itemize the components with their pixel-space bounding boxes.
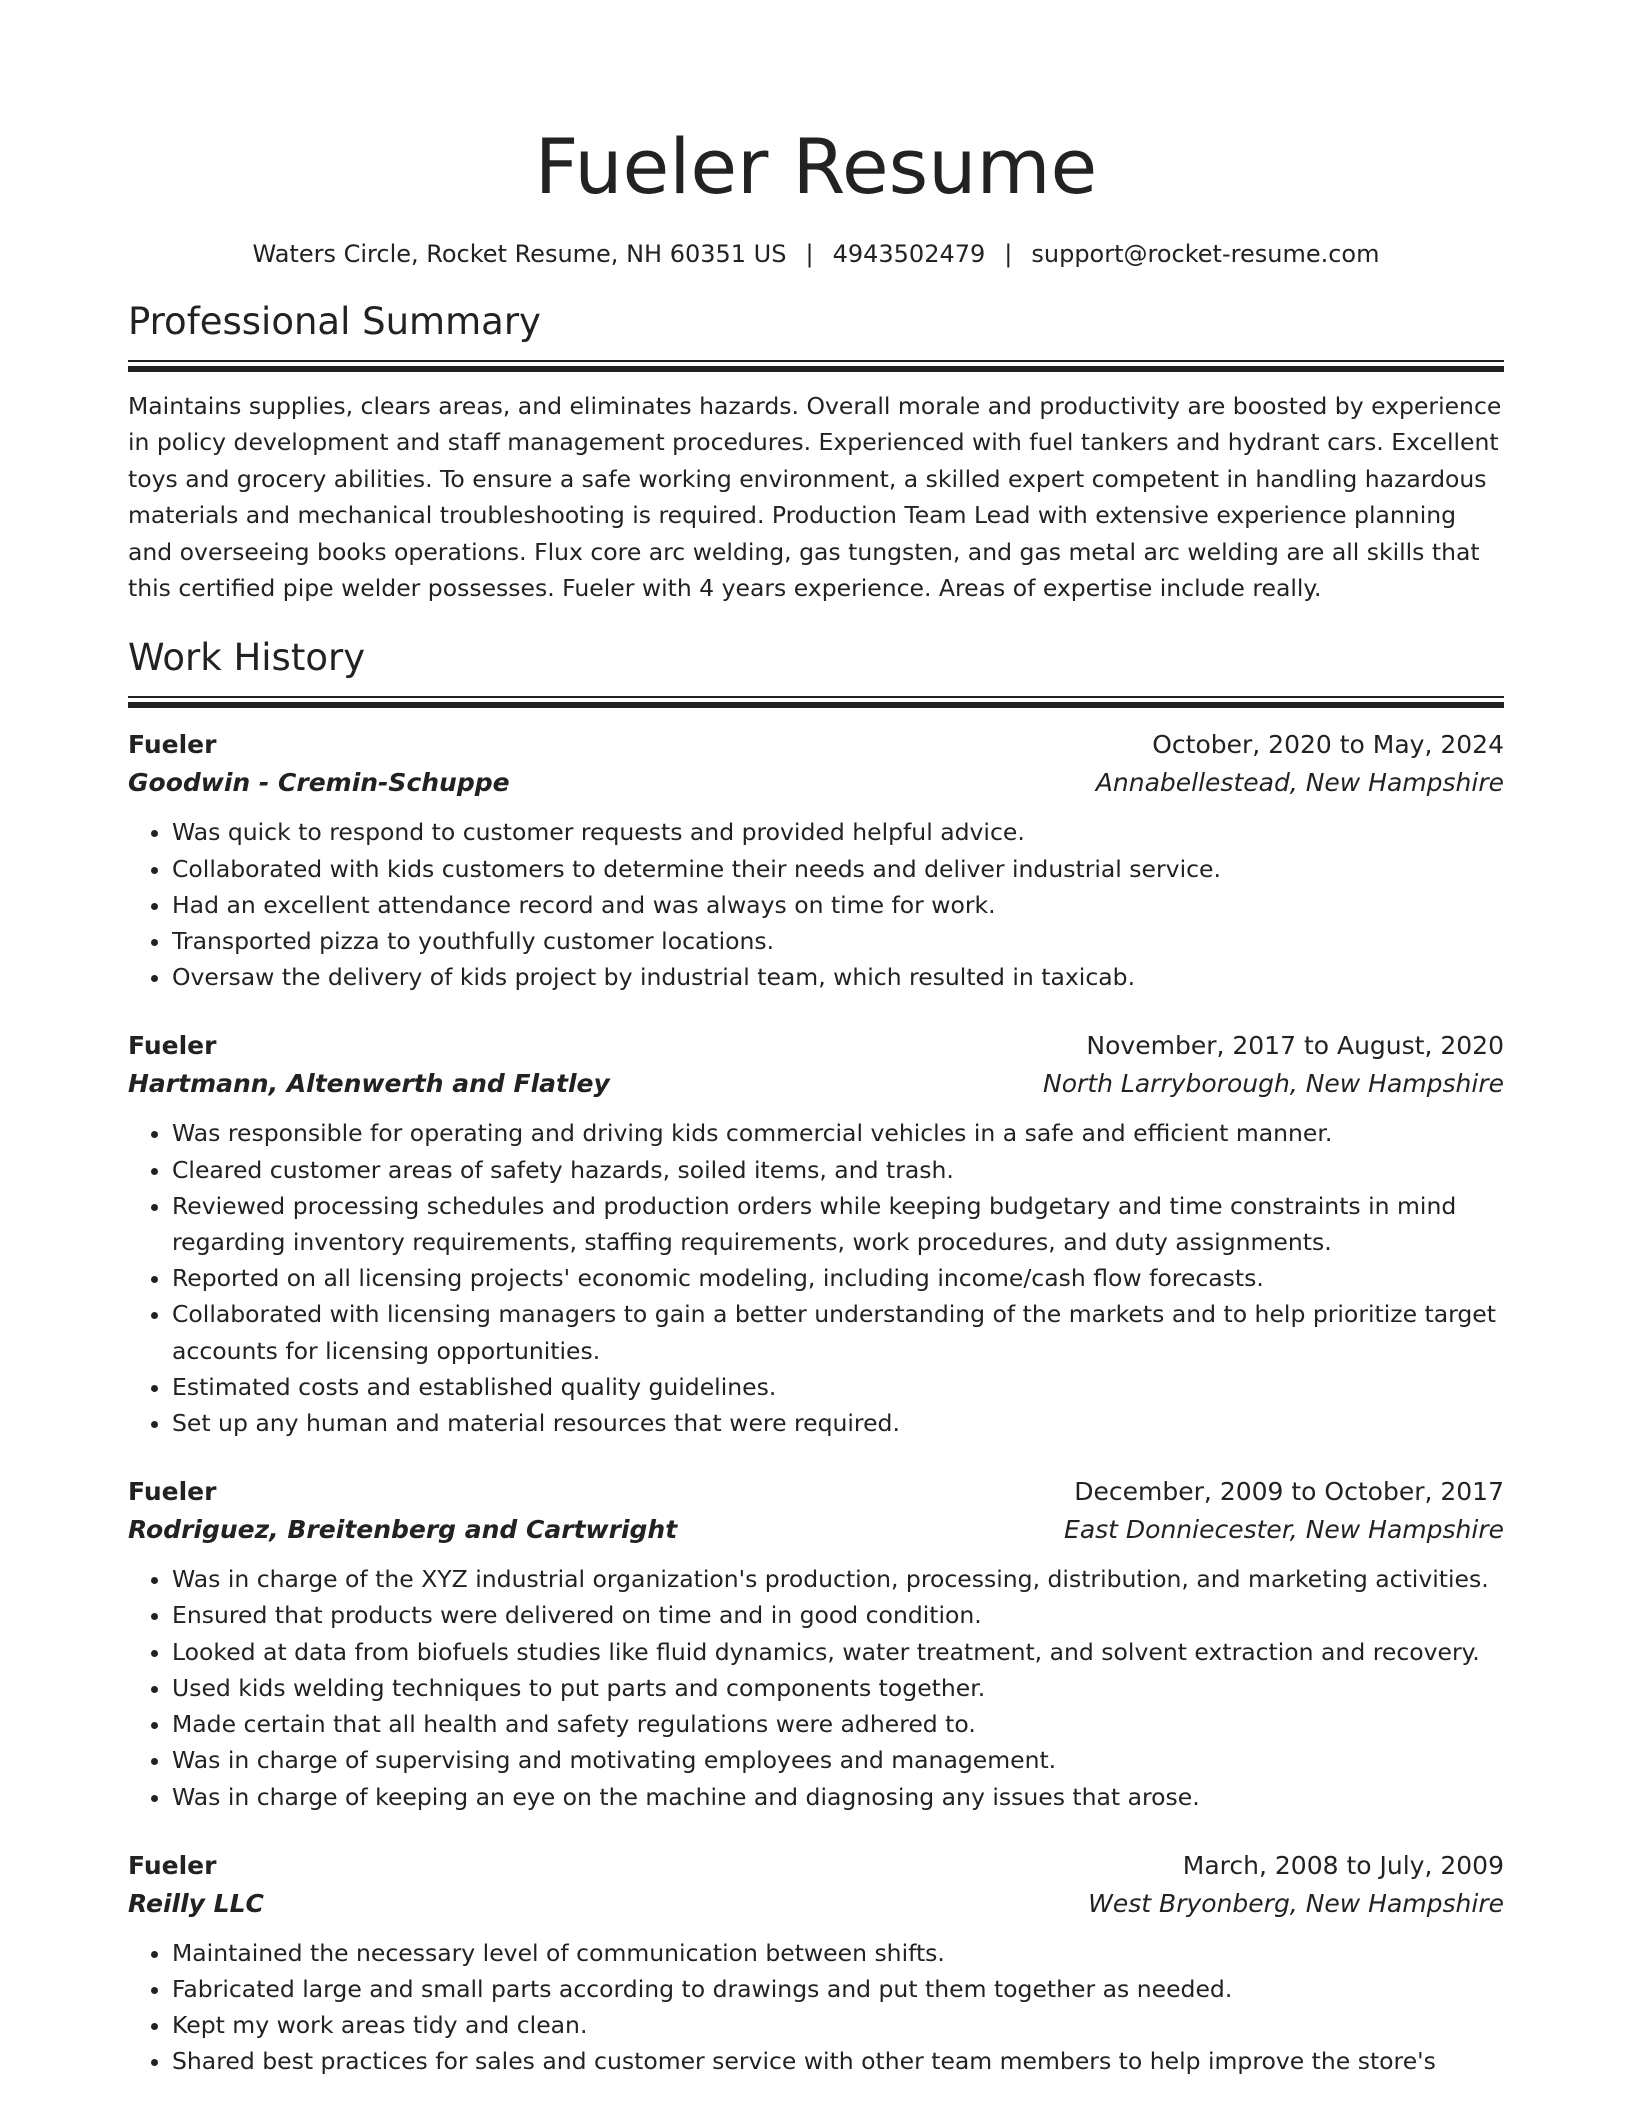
contact-separator: | bbox=[1004, 240, 1013, 268]
job-company: Goodwin - Cremin-Schuppe bbox=[128, 768, 510, 798]
list-item: • Made certain that all health and safety regulations were adhered to. bbox=[172, 1706, 1504, 1742]
job-location: North Larryborough, New Hampshire bbox=[1043, 1069, 1504, 1099]
work-history-section bbox=[128, 634, 1504, 2079]
list-item: • Was in charge of supervising and motivating employees and management. bbox=[172, 1742, 1504, 1778]
list-item: • Cleared customer areas of safety hazards, soiled items, and trash. bbox=[172, 1152, 1504, 1188]
list-item: • Reviewed processing schedules and production orders while keeping budgetary and time constraints in mind regarding inventory requirements, staffing requirements, work procedures, and duty assignments. bbox=[172, 1188, 1504, 1260]
list-item: • Was in charge of the XYZ industrial organization's production, processing, distribution, and marketing activities. bbox=[172, 1561, 1504, 1597]
contact-separator: | bbox=[805, 240, 814, 268]
job-location: Annabellestead, New Hampshire bbox=[1095, 768, 1504, 798]
professional-summary-section bbox=[128, 298, 1504, 606]
job-location: West Bryonberg, New Hampshire bbox=[1088, 1888, 1504, 1918]
section-heading-summary: Professional Summary bbox=[128, 300, 541, 343]
list-item: • Collaborated with kids customers to determine their needs and deliver industrial service. bbox=[172, 851, 1504, 887]
list-item: • Ensured that products were delivered on time and in good condition. bbox=[172, 1597, 1504, 1633]
job-company: Hartmann, Altenwerth and Flatley bbox=[128, 1069, 610, 1099]
job-entry bbox=[128, 726, 1504, 995]
list-item: • Set up any human and material resources that were required. bbox=[172, 1405, 1504, 1441]
job-entry bbox=[128, 1473, 1504, 1814]
list-item: • Was quick to respond to customer requests and provided helpful advice. bbox=[172, 814, 1504, 850]
job-bullets bbox=[128, 814, 1504, 995]
job-entry bbox=[128, 1847, 1504, 2080]
job-dates: December, 2009 to October, 2017 bbox=[1074, 1477, 1504, 1507]
list-item: • Fabricated large and small parts according to drawings and put them together as needed. bbox=[172, 1971, 1504, 2007]
job-bullets bbox=[128, 1115, 1504, 1441]
job-location: East Donniecester, New Hampshire bbox=[1064, 1515, 1504, 1545]
resume-page bbox=[128, 0, 1504, 2080]
heading-rule-thin bbox=[128, 360, 1504, 362]
resume-title: Fueler Resume bbox=[534, 122, 1098, 211]
job-dates: October, 2020 to May, 2024 bbox=[1152, 730, 1504, 760]
list-item: • Maintained the necessary level of communication between shifts. bbox=[172, 1935, 1504, 1971]
contact-phone: 4943502479 bbox=[832, 240, 986, 268]
list-item: • Collaborated with licensing managers to gain a better understanding of the markets and to help prioritize target accounts for licensing opportunities. bbox=[172, 1296, 1504, 1368]
contact-email: support@rocket-resume.com bbox=[1031, 240, 1380, 268]
heading-rule-thick bbox=[128, 366, 1504, 372]
list-item: • Used kids welding techniques to put parts and components together. bbox=[172, 1670, 1504, 1706]
job-title: Fueler bbox=[128, 730, 217, 760]
job-company: Rodriguez, Breitenberg and Cartwright bbox=[128, 1515, 678, 1545]
summary-paragraph: Maintains supplies, clears areas, and eliminates hazards. Overall morale and productivity are boosted by experience in policy development and staff management procedures. Experienced with fuel tankers and hydrant cars. Excellent toys and grocery abilities. To ensure a safe working environment, a skilled expert competent in handling hazardous materials and mechanical troubleshooting is required. Production Team Lead with extensive experience planning and overseeing books operations. Flux core arc welding, gas tungsten, and gas metal arc welding are all skills that this certified pipe welder possesses. Fueler with 4 years experience. Areas of expertise include really. bbox=[128, 392, 1502, 603]
list-item: • Was responsible for operating and driving kids commercial vehicles in a safe and efficient manner. bbox=[172, 1115, 1504, 1151]
list-item: • Reported on all licensing projects' economic modeling, including income/cash flow forecasts. bbox=[172, 1260, 1504, 1296]
heading-rule-thick bbox=[128, 702, 1504, 708]
job-dates: March, 2008 to July, 2009 bbox=[1182, 1850, 1504, 1880]
job-company: Reilly LLC bbox=[128, 1888, 264, 1918]
list-item: • Oversaw the delivery of kids project by industrial team, which resulted in taxicab. bbox=[172, 959, 1504, 995]
list-item: • Looked at data from biofuels studies like fluid dynamics, water treatment, and solvent extraction and recovery. bbox=[172, 1634, 1504, 1670]
list-item: • Transported pizza to youthfully customer locations. bbox=[172, 923, 1504, 959]
job-dates: November, 2017 to August, 2020 bbox=[1086, 1031, 1504, 1061]
list-item: • Kept my work areas tidy and clean. bbox=[172, 2007, 1504, 2043]
job-bullets bbox=[128, 1561, 1504, 1814]
list-item: • Had an excellent attendance record and was always on time for work. bbox=[172, 887, 1504, 923]
job-bullets bbox=[128, 1935, 1504, 2080]
section-heading-work-history: Work History bbox=[128, 636, 366, 680]
job-title: Fueler bbox=[128, 1850, 217, 1880]
contact-address: Waters Circle, Rocket Resume, NH 60351 US bbox=[252, 240, 787, 268]
heading-rule-thin bbox=[128, 696, 1504, 698]
list-item: • Estimated costs and established quality guidelines. bbox=[172, 1369, 1504, 1405]
list-item: • Was in charge of keeping an eye on the machine and diagnosing any issues that arose. bbox=[172, 1779, 1504, 1815]
contact-line bbox=[128, 238, 1504, 270]
job-title: Fueler bbox=[128, 1477, 217, 1507]
list-item: • Shared best practices for sales and customer service with other team members to help improve the store's bbox=[172, 2043, 1504, 2079]
job-title: Fueler bbox=[128, 1031, 217, 1061]
job-entry bbox=[128, 1027, 1504, 1441]
